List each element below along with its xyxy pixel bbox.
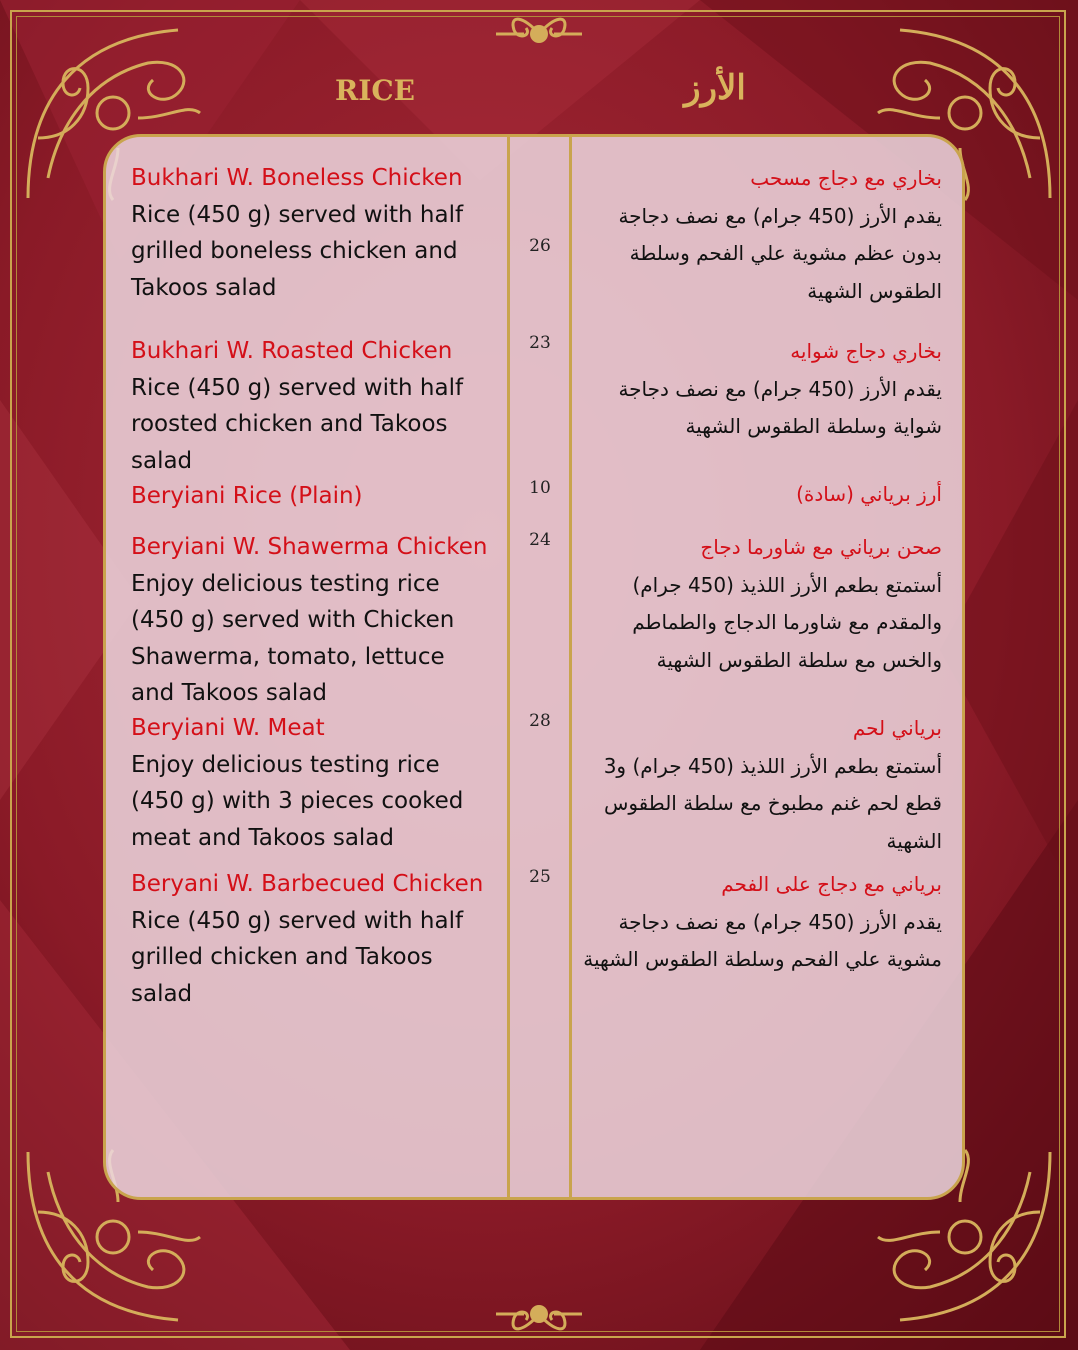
item-price: 28 [529,711,551,731]
item-price: 26 [529,236,551,256]
bottom-center-ornament-icon [494,1286,584,1342]
menu-item-en[interactable] [131,529,491,712]
item-description-en: Rice (450 g) served with half grilled chicken and Takoos salad [131,907,464,1007]
item-price: 10 [529,478,551,498]
top-center-ornament-icon [494,6,584,62]
item-price: 25 [529,867,551,887]
section-title-arabic: الأرز [684,68,746,108]
item-price: 23 [529,333,551,353]
column-divider-right [569,134,572,1200]
item-name-ar: بخاري مع دجاج مسحب [750,166,942,190]
item-description-en: Rice (450 g) served with half grilled boneless chicken and Takoos salad [131,201,464,301]
item-description-ar: يقدم الأرز (450 جرام) مع نصف دجاجة شواية وسلطة الطقوس الشهية [618,376,942,438]
item-name-en: Beryiani W. Meat [131,715,325,741]
menu-item-en[interactable] [131,333,491,479]
item-name-ar: صحن برياني مع شاورما دجاج [700,535,942,559]
menu-item-ar[interactable] [580,866,942,979]
item-name-en: Beryiani Rice (Plain) [131,483,363,509]
item-description-ar: يقدم الأرز (450 جرام) مع نصف دجاجة بدون عظم مشوية علي الفحم وسلطة الطقوس الشهية [618,203,942,303]
item-name-ar: برياني مع دجاج على الفحم [721,872,942,896]
item-name-en: Beryani W. Barbecued Chicken [131,871,484,897]
menu-item-ar[interactable] [580,710,942,860]
menu-item-ar[interactable] [580,160,942,310]
menu-item-en[interactable] [131,160,491,306]
item-name-en: Beryiani W. Shawerma Chicken [131,534,488,560]
item-description-ar: يقدم الأرز (450 جرام) مع نصف دجاجة مشوية علي الفحم وسلطة الطقوس الشهية [583,909,942,971]
item-description-ar: أستمتع بطعم الأرز اللذيذ (450 جرام) و3 قطع لحم غنم مطبوخ مع سلطة الطقوس الشهية [603,753,942,853]
item-description-en: Rice (450 g) served with half roosted chicken and Takoos salad [131,374,464,474]
menu-item-en[interactable] [131,478,491,515]
menu-item-ar[interactable] [580,333,942,446]
item-name-en: Bukhari W. Boneless Chicken [131,165,463,191]
item-description-en: Enjoy delicious testing rice (450 g) served with Chicken Shawerma, tomato, lettuce and Takoos salad [131,570,455,706]
column-divider-left [507,134,510,1200]
item-name-ar: برياني لحم [852,716,942,740]
menu-item-en[interactable] [131,710,491,856]
menu-item-ar[interactable] [580,476,942,514]
section-title-english: RICE [335,74,415,107]
item-description-en: Enjoy delicious testing rice (450 g) with 3 pieces cooked meat and Takoos salad [131,751,464,851]
item-name-ar: بخاري دجاج شوايه [790,339,942,363]
item-name-en: Bukhari W. Roasted Chicken [131,338,453,364]
menu-item-en[interactable] [131,866,491,1012]
item-price: 24 [529,530,551,550]
item-name-ar: أرز برياني (سادة) [796,482,942,506]
item-description-ar: أستمتع بطعم الأرز اللذيذ (450 جرام) والمقدم مع شاورما الدجاج والطماطم والخس مع سلطة الطقوس الشهية [632,572,942,672]
menu-item-ar[interactable] [580,529,942,679]
